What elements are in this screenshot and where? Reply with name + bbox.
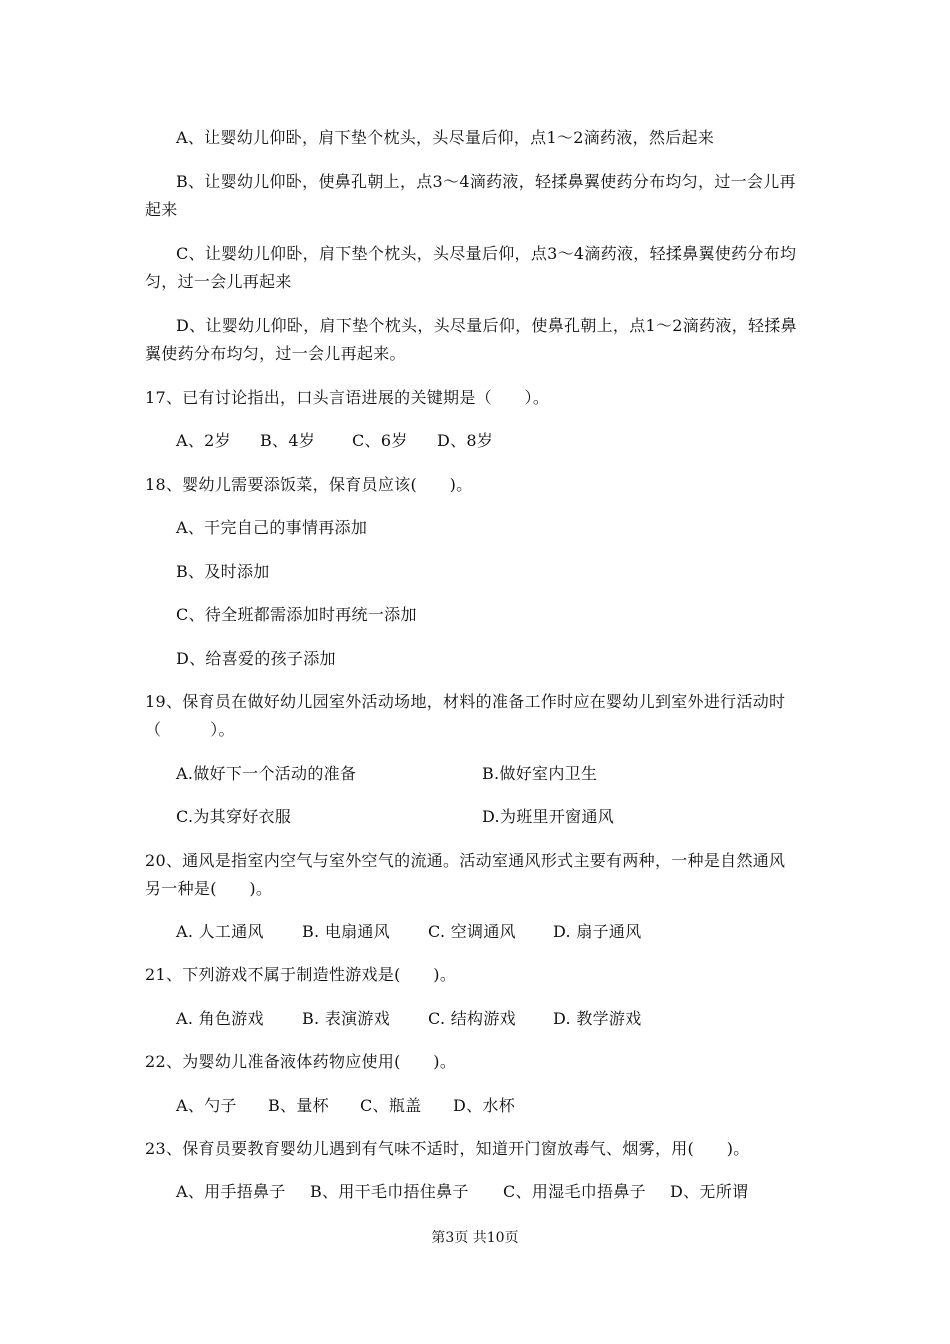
q20-option: D. 扇子通风 — [553, 922, 642, 941]
q20-option: B. 电扇通风 — [302, 922, 391, 941]
q20-stem-line1: 20、通风是指室内空气与室外空气的流通。活动室通风形式主要有两种，一种是自然通风 — [145, 851, 786, 870]
q20-option: A. 人工通风 — [176, 922, 264, 941]
q17-stem: 17、已有讨论指出，口头言语进展的关键期是（ ）。 — [145, 388, 550, 407]
q22-option: C、瓶盖 — [360, 1096, 422, 1115]
page-footer: 第3页 共10页 — [431, 1230, 519, 1246]
q21-option: D. 教学游戏 — [553, 1009, 642, 1028]
q16-option-c-line2: 匀，过一会儿再起来 — [145, 272, 292, 291]
q17-option: A、2岁 — [176, 431, 231, 450]
q21-option: B. 表演游戏 — [302, 1009, 391, 1028]
q22-option: B、量杯 — [268, 1096, 329, 1115]
q20-option: C. 空调通风 — [428, 922, 516, 941]
q23-option: D、无所谓 — [670, 1182, 749, 1201]
q23-stem: 23、保育员要教育婴幼儿遇到有气味不适时，知道开门窗放毒气、烟雾，用( )。 — [145, 1139, 750, 1158]
q19-option: A.做好下一个活动的准备 — [176, 764, 357, 783]
q19-stem-line2: （ ）。 — [145, 720, 235, 739]
q16-option-b-line2: 起来 — [145, 200, 178, 219]
q19-option: B.做好室内卫生 — [482, 764, 598, 783]
q19-stem-line1: 19、保育员在做好幼儿园室外活动场地，材料的准备工作时应在婴幼儿到室外进行活动时 — [145, 692, 786, 711]
q23-option: A、用手捂鼻子 — [176, 1182, 286, 1201]
q16-option-d-line2: 翼使药分布均匀，过一会儿再起来。 — [145, 344, 406, 363]
q21-stem: 21、下列游戏不属于制造性游戏是( )。 — [145, 965, 457, 984]
q23-option: B、用干毛巾捂住鼻子 — [310, 1182, 469, 1201]
q18-option: C、待全班都需添加时再统一添加 — [176, 605, 417, 624]
q17-option: B、4岁 — [260, 431, 316, 450]
q18-option: B、及时添加 — [176, 562, 270, 581]
q18-option: A、干完自己的事情再添加 — [176, 518, 368, 537]
q20-stem-line2: 另一种是( )。 — [145, 879, 273, 898]
q17-option: C、6岁 — [352, 431, 408, 450]
q23-option: C、用湿毛巾捂鼻子 — [503, 1182, 646, 1201]
q16-option-d-line1: D、让婴幼儿仰卧，肩下垫个枕头，头尽量后仰，使鼻孔朝上，点1～2滴药液，轻揉鼻 — [176, 316, 797, 335]
q17-option: D、8岁 — [437, 431, 494, 450]
q18-stem: 18、婴幼儿需要添饭菜，保育员应该( )。 — [145, 475, 473, 494]
q22-option: D、水杯 — [453, 1096, 516, 1115]
q16-option-a: A、让婴幼儿仰卧，肩下垫个枕头，头尽量后仰，点1～2滴药液，然后起来 — [176, 128, 715, 147]
q22-option: A、勺子 — [176, 1096, 237, 1115]
q22-stem: 22、为婴幼儿准备液体药物应使用( )。 — [145, 1052, 457, 1071]
q19-option: D.为班里开窗通风 — [482, 807, 615, 826]
q16-option-c-line1: C、让婴幼儿仰卧，肩下垫个枕头，头尽量后仰，点3～4滴药液，轻揉鼻翼使药分布均 — [176, 244, 797, 263]
q18-option: D、给喜爱的孩子添加 — [176, 649, 336, 668]
q16-option-b-line1: B、让婴幼儿仰卧，使鼻孔朝上，点3～4滴药液，轻揉鼻翼使药分布均匀，过一会儿再 — [176, 172, 796, 191]
q19-option: C.为其穿好衣服 — [176, 807, 292, 826]
q21-option: C. 结构游戏 — [428, 1009, 516, 1028]
q21-option: A. 角色游戏 — [176, 1009, 264, 1028]
